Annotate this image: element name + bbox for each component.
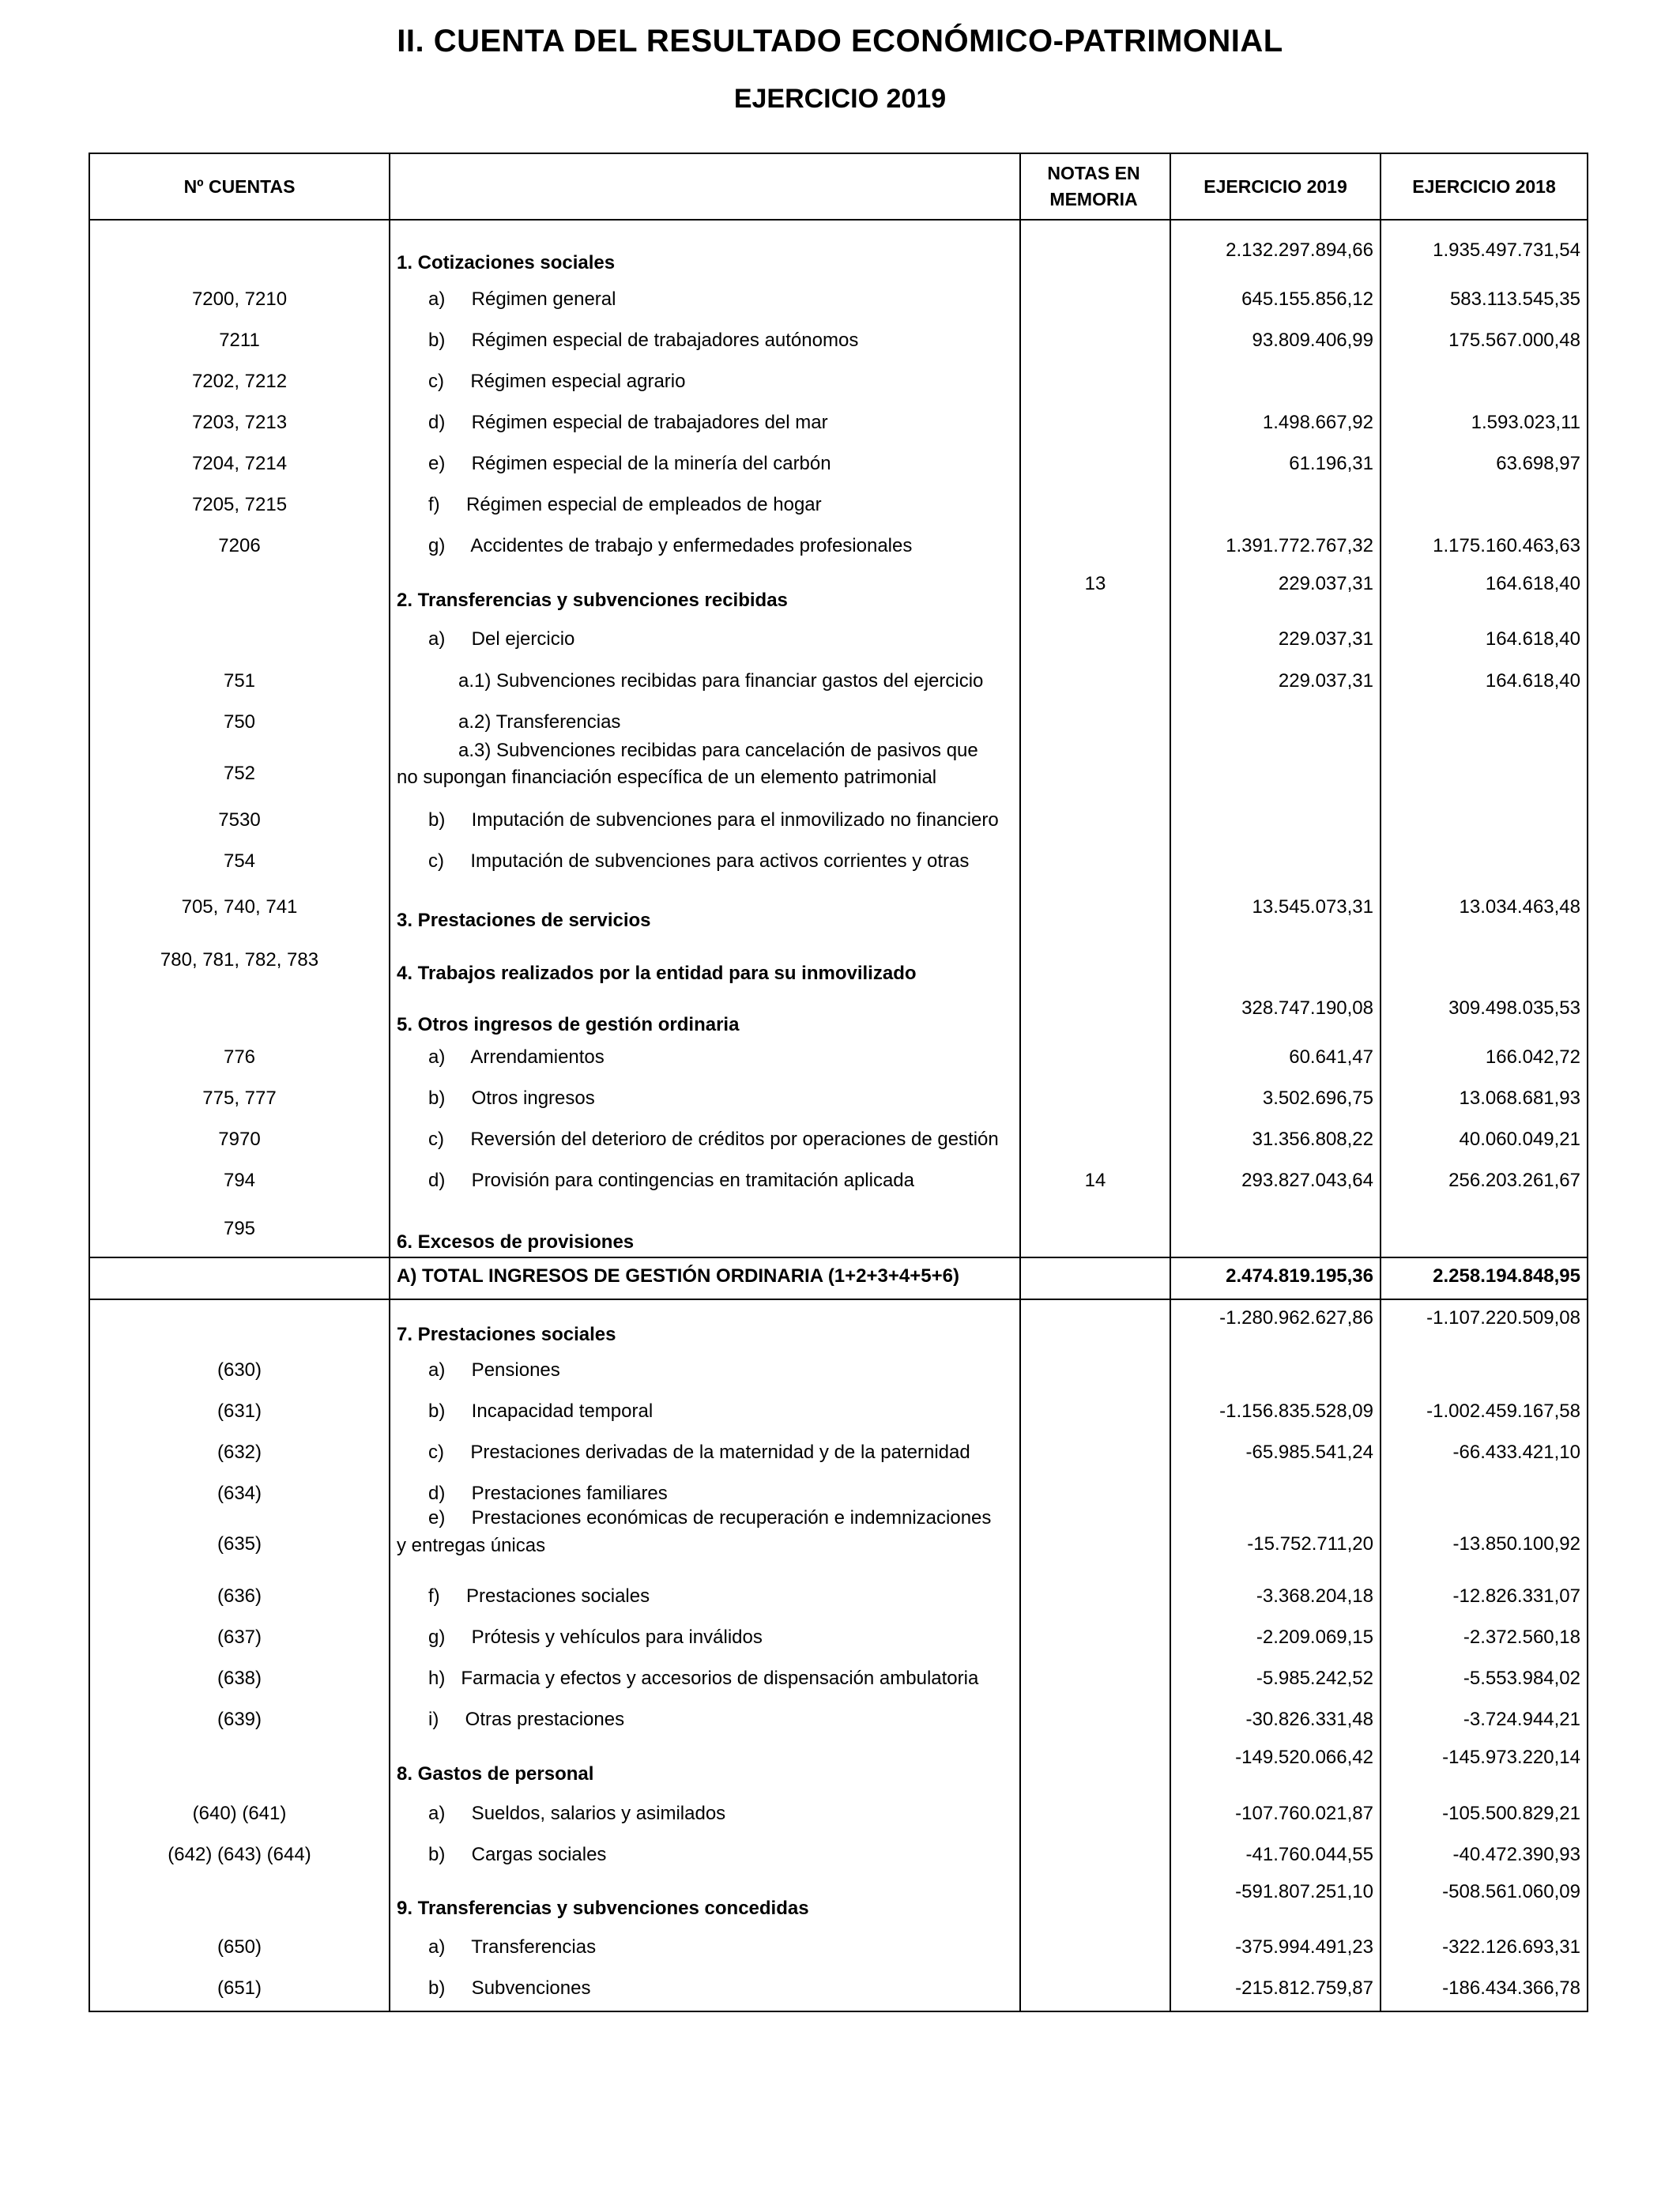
value-2018: -508.561.060,09 xyxy=(1442,1881,1580,1902)
line-item-label: b) Otros ingresos xyxy=(428,1088,595,1109)
value-2018: 13.068.681,93 xyxy=(1459,1088,1580,1109)
line-item-label: d) Régimen especial de trabajadores del mar xyxy=(428,412,828,433)
value-2019: -65.985.541,24 xyxy=(1245,1442,1373,1463)
value-2018: -145.973.220,14 xyxy=(1442,1747,1580,1768)
value-2019: -215.812.759,87 xyxy=(1235,1977,1373,1999)
value-2018: -1.002.459.167,58 xyxy=(1426,1400,1580,1422)
account-code: (636) xyxy=(217,1585,262,1607)
header-ejercicio-2018: EJERCICIO 2018 xyxy=(1412,175,1556,197)
line-item-label: a.2) Transferencias xyxy=(458,711,621,733)
line-item-label: g) Prótesis y vehículos para inválidos xyxy=(428,1627,763,1648)
value-2018: -2.372.560,18 xyxy=(1463,1627,1580,1648)
value-2019: -1.156.835.528,09 xyxy=(1219,1400,1373,1422)
account-code: 794 xyxy=(223,1170,256,1191)
value-2018: 164.618,40 xyxy=(1485,670,1580,692)
account-code: 754 xyxy=(223,850,256,872)
value-2018: 164.618,40 xyxy=(1485,628,1580,650)
account-code: 7211 xyxy=(219,330,260,351)
account-code: 752 xyxy=(223,763,256,784)
value-2018: 1.175.160.463,63 xyxy=(1433,535,1580,556)
value-2019: -591.807.251,10 xyxy=(1235,1881,1373,1902)
account-code: 7970 xyxy=(218,1129,261,1150)
value-2018: 1.935.497.731,54 xyxy=(1433,239,1580,261)
line-item-label: c) Prestaciones derivadas de la maternidad y de la paternidad xyxy=(428,1442,970,1463)
value-2019: 645.155.856,12 xyxy=(1241,288,1373,310)
account-code: 780, 781, 782, 783 xyxy=(160,949,319,971)
value-2019: -1.280.962.627,86 xyxy=(1219,1307,1373,1329)
value-2019: -3.368.204,18 xyxy=(1256,1585,1373,1607)
value-2018: -322.126.693,31 xyxy=(1442,1936,1580,1958)
account-code: (637) xyxy=(217,1627,262,1648)
col-divider xyxy=(1019,154,1021,2011)
value-2019: 13.545.073,31 xyxy=(1252,896,1373,918)
account-code: 776 xyxy=(223,1046,256,1068)
value-2019: -2.209.069,15 xyxy=(1256,1627,1373,1648)
value-2019: -15.752.711,20 xyxy=(1247,1533,1373,1555)
line-item-label: a.3) Subvenciones recibidas para cancelación de pasivos que xyxy=(458,740,978,761)
account-code: (638) xyxy=(217,1668,262,1689)
account-code: (630) xyxy=(217,1359,262,1381)
account-code: (640) (641) xyxy=(192,1803,287,1824)
line-item-label: h) Farmacia y efectos y accesorios de dispensación ambulatoria xyxy=(428,1668,979,1689)
account-code: (650) xyxy=(217,1936,262,1958)
section-heading: 3. Prestaciones de servicios xyxy=(397,910,651,931)
header-ejercicio-2019: EJERCICIO 2019 xyxy=(1203,175,1347,197)
line-item-label: d) Provisión para contingencias en tramitación aplicada xyxy=(428,1170,914,1191)
value-2019: 1.498.667,92 xyxy=(1262,412,1373,433)
section-heading: 1. Cotizaciones sociales xyxy=(397,252,616,273)
account-code: (632) xyxy=(217,1442,262,1463)
value-2018: -105.500.829,21 xyxy=(1442,1803,1580,1824)
page-title: II. CUENTA DEL RESULTADO ECONÓMICO-PATRIMONIAL xyxy=(397,24,1283,58)
line-item-label: b) Cargas sociales xyxy=(428,1844,607,1865)
line-item-label: i) Otras prestaciones xyxy=(428,1709,625,1730)
value-2019: -375.994.491,23 xyxy=(1235,1936,1373,1958)
total-label: A) TOTAL INGRESOS DE GESTIÓN ORDINARIA (1+2+3+4+5+6) xyxy=(397,1265,959,1287)
header-divider xyxy=(90,219,1587,221)
line-item-label: a) Pensiones xyxy=(428,1359,560,1381)
value-2019: 60.641,47 xyxy=(1289,1046,1373,1068)
value-2019: 31.356.808,22 xyxy=(1252,1129,1373,1150)
value-2018: 256.203.261,67 xyxy=(1448,1170,1580,1191)
line-item-label: b) Subvenciones xyxy=(428,1977,591,1999)
line-item-label: f) Prestaciones sociales xyxy=(428,1585,650,1607)
section-heading: 8. Gastos de personal xyxy=(397,1763,594,1785)
value-2018: 164.618,40 xyxy=(1485,573,1580,594)
line-item-label: c) Imputación de subvenciones para activos corrientes y otras xyxy=(428,850,970,872)
value-2018: -186.434.366,78 xyxy=(1442,1977,1580,1999)
value-2019: 229.037,31 xyxy=(1278,573,1373,594)
account-code: 7206 xyxy=(218,535,261,556)
account-code: 775, 777 xyxy=(202,1088,277,1109)
line-item-label: g) Accidentes de trabajo y enfermedades profesionales xyxy=(428,535,913,556)
header-notas: NOTAS EN MEMORIA xyxy=(1047,163,1140,209)
account-code: 7202, 7212 xyxy=(191,371,288,392)
value-2019: 61.196,31 xyxy=(1289,453,1373,474)
section-heading: 7. Prestaciones sociales xyxy=(397,1324,616,1345)
col-divider xyxy=(389,154,390,2011)
line-item-label: c) Régimen especial agrario xyxy=(428,371,686,392)
value-2019: 229.037,31 xyxy=(1278,670,1373,692)
value-2018: -12.826.331,07 xyxy=(1452,1585,1580,1607)
header-cuentas: Nº CUENTAS xyxy=(183,175,296,197)
account-code: (635) xyxy=(217,1533,262,1555)
section-heading: 4. Trabajos realizados por la entidad para su inmovilizado xyxy=(397,963,917,984)
account-code: (634) xyxy=(217,1483,262,1504)
total-bottom-divider xyxy=(90,1299,1587,1300)
value-2018: 309.498.035,53 xyxy=(1448,997,1580,1019)
section-heading: 6. Excesos de provisiones xyxy=(397,1231,635,1253)
line-item-label: a) Régimen general xyxy=(428,288,616,310)
value-2019: -149.520.066,42 xyxy=(1235,1747,1373,1768)
line-item-label: b) Régimen especial de trabajadores autónomos xyxy=(428,330,859,351)
value-2018: 166.042,72 xyxy=(1485,1046,1580,1068)
account-code: 705, 740, 741 xyxy=(181,896,298,918)
line-item-label: e) Prestaciones económicas de recuperación e indemnizaciones xyxy=(428,1507,992,1529)
value-2018: -1.107.220.509,08 xyxy=(1426,1307,1580,1329)
line-item-label: e) Régimen especial de la minería del carbón xyxy=(428,453,831,474)
header-concepto xyxy=(390,154,1019,219)
account-code: 7203, 7213 xyxy=(191,412,288,433)
account-code: 7205, 7215 xyxy=(191,494,288,515)
section-heading: 2. Transferencias y subvenciones recibidas xyxy=(397,590,788,611)
value-2018: 40.060.049,21 xyxy=(1459,1129,1580,1150)
line-item-label: a.1) Subvenciones recibidas para financiar gastos del ejercicio xyxy=(458,670,984,692)
value-2018: 63.698,97 xyxy=(1496,453,1580,474)
value-2019: 293.827.043,64 xyxy=(1241,1170,1373,1191)
value-2018: -66.433.421,10 xyxy=(1452,1442,1580,1463)
value-2018: -40.472.390,93 xyxy=(1452,1844,1580,1865)
account-code: 7530 xyxy=(218,809,261,831)
account-code: (631) xyxy=(217,1400,262,1422)
account-code: 7200, 7210 xyxy=(191,288,288,310)
value-2018: 2.258.194.848,95 xyxy=(1433,1265,1580,1287)
value-2019: -30.826.331,48 xyxy=(1245,1709,1373,1730)
account-code: 795 xyxy=(223,1218,256,1239)
section-heading: 9. Transferencias y subvenciones concedidas xyxy=(397,1898,809,1919)
note-reference: 13 xyxy=(1084,573,1106,594)
value-2019: 2.132.297.894,66 xyxy=(1226,239,1373,261)
account-code: 7204, 7214 xyxy=(191,453,288,474)
value-2019: -107.760.021,87 xyxy=(1235,1803,1373,1824)
value-2018: -13.850.100,92 xyxy=(1452,1533,1580,1555)
account-code: (639) xyxy=(217,1709,262,1730)
line-item-label: a) Del ejercicio xyxy=(428,628,575,650)
value-2018: 1.593.023,11 xyxy=(1471,412,1580,433)
page-subtitle: EJERCICIO 2019 xyxy=(733,84,947,114)
line-item-label-continued: no supongan financiación específica de un elemento patrimonial xyxy=(397,767,937,788)
total-top-divider xyxy=(90,1257,1587,1258)
section-heading: 5. Otros ingresos de gestión ordinaria xyxy=(397,1014,740,1035)
account-code: (651) xyxy=(217,1977,262,1999)
line-item-label: a) Sueldos, salarios y asimilados xyxy=(428,1803,726,1824)
value-2019: 1.391.772.767,32 xyxy=(1226,535,1373,556)
value-2019: 3.502.696,75 xyxy=(1262,1088,1373,1109)
account-code: 751 xyxy=(223,670,256,692)
note-reference: 14 xyxy=(1084,1170,1106,1191)
value-2018: -5.553.984,02 xyxy=(1463,1668,1580,1689)
line-item-label: b) Imputación de subvenciones para el inmovilizado no financiero xyxy=(428,809,999,831)
line-item-label: d) Prestaciones familiares xyxy=(428,1483,668,1504)
value-2018: 583.113.545,35 xyxy=(1449,288,1580,310)
account-code: (642) (643) (644) xyxy=(168,1844,311,1865)
value-2019: 328.747.190,08 xyxy=(1241,997,1373,1019)
value-2019: 2.474.819.195,36 xyxy=(1226,1265,1373,1287)
line-item-label: a) Arrendamientos xyxy=(428,1046,605,1068)
value-2019: -5.985.242,52 xyxy=(1256,1668,1373,1689)
value-2019: 93.809.406,99 xyxy=(1252,330,1373,351)
line-item-label-continued: y entregas únicas xyxy=(397,1535,546,1556)
value-2018: 175.567.000,48 xyxy=(1448,330,1580,351)
results-table xyxy=(89,153,1588,2012)
line-item-label: a) Transferencias xyxy=(428,1936,597,1958)
value-2019: -41.760.044,55 xyxy=(1245,1844,1373,1865)
line-item-label: f) Régimen especial de empleados de hogar xyxy=(428,494,822,515)
value-2018: 13.034.463,48 xyxy=(1459,896,1580,918)
line-item-label: c) Reversión del deterioro de créditos por operaciones de gestión xyxy=(428,1129,999,1150)
account-code: 750 xyxy=(223,711,256,733)
value-2018: -3.724.944,21 xyxy=(1463,1709,1580,1730)
line-item-label: b) Incapacidad temporal xyxy=(428,1400,654,1422)
value-2019: 229.037,31 xyxy=(1278,628,1373,650)
